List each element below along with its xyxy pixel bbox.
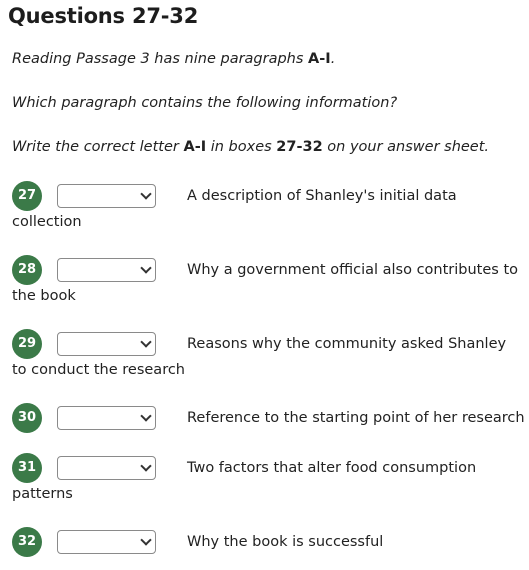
question-text: Reference to the starting point of her research [187,410,525,426]
question-number-badge: 29 [12,329,42,359]
instruction-text: Reading Passage 3 has nine paragraphs [12,51,309,67]
answer-select-31[interactable] [57,456,156,480]
chevron-down-icon [140,534,151,545]
question-text-continued: the book [12,288,76,304]
answer-select-32[interactable] [57,530,156,554]
instruction-paragraph-count [12,51,335,67]
instruction-text: on your answer sheet. [322,139,490,155]
question-text: Reasons why the community asked Shanley [187,336,507,352]
question-number-badge: 32 [12,527,42,557]
instruction-bold: A-I [183,139,207,155]
question-text: Why a government official also contributes to [187,262,519,278]
answer-select-27[interactable] [57,184,156,208]
question-text-continued: to conduct the research [12,362,185,378]
question-number-badge: 27 [12,181,42,211]
question-number-badge: 30 [12,403,42,433]
instruction-text: . [330,51,336,67]
question-number-badge: 28 [12,255,42,285]
question-number-badge: 31 [12,453,42,483]
chevron-down-icon [140,188,151,199]
question-text: A description of Shanley's initial data [187,188,457,204]
answer-select-28[interactable] [57,258,156,282]
answer-select-29[interactable] [57,332,156,356]
chevron-down-icon [140,336,151,347]
instruction-text: Write the correct letter [12,139,184,155]
instruction-text: in boxes [206,139,277,155]
instruction-bold: 27-32 [276,139,323,155]
question-text-continued: collection [12,214,82,230]
page-title: Questions 27-32 [8,4,199,28]
chevron-down-icon [140,460,151,471]
chevron-down-icon [140,410,151,421]
instruction-answer [12,139,489,155]
question-text: Why the book is successful [187,534,384,550]
instruction-bold: A-I [308,51,331,67]
question-text-continued: patterns [12,486,73,502]
answer-select-30[interactable] [57,406,156,430]
question-text: Two factors that alter food consumption [187,460,477,476]
instruction-question: Which paragraph contains the following information? [12,95,398,111]
chevron-down-icon [140,262,151,273]
